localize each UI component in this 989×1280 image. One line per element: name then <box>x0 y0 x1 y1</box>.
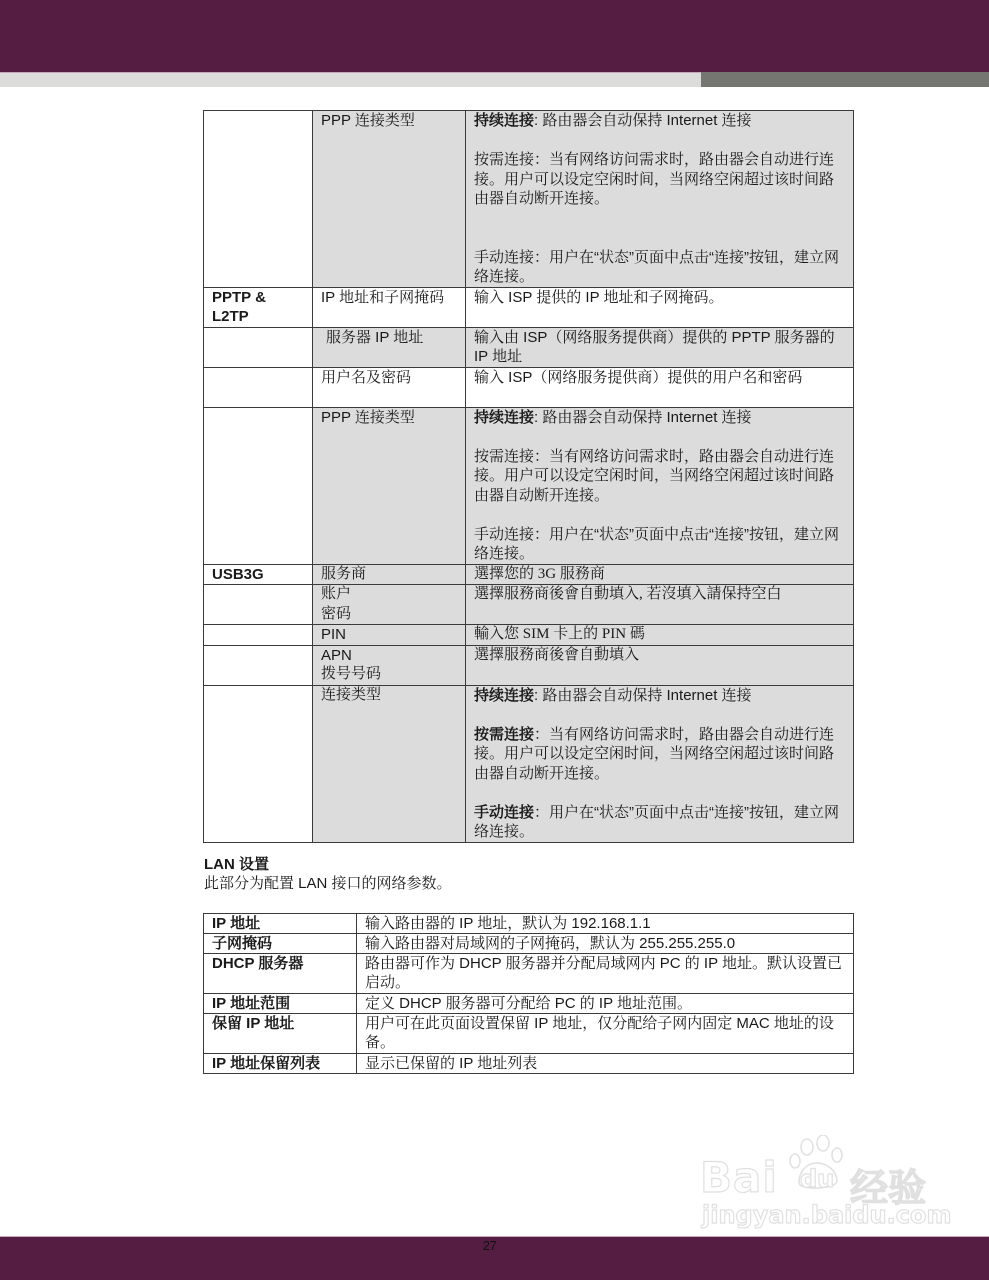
field-cell: PPP 连接类型 <box>313 111 466 288</box>
table-row <box>204 367 854 407</box>
watermark-logo-cn: 经验 <box>850 1166 927 1210</box>
field-line: 拨号号码 <box>321 666 382 682</box>
description-text: 手动连接：用户在“状态”页面中点击“连接”按钮，建立网络连接。 <box>474 525 839 562</box>
table-row <box>204 1054 854 1074</box>
wan-settings-table <box>203 110 854 843</box>
watermark-logo-du: du <box>800 1165 835 1193</box>
field-cell: IP 地址和子网掩码 <box>313 287 466 327</box>
bold-term: 持续连接 <box>474 408 535 426</box>
description-text: 按需连接：当有网络访问需求时，路由器会自动进行连接。用户可以设定空闲时间，当网络空闲超过该时间路由器自动断开连接。 <box>474 151 835 207</box>
table-row <box>204 585 854 625</box>
field-line: 账户 <box>321 586 352 602</box>
table-row <box>204 327 854 367</box>
lan-section-description: 此部分为配置 LAN 接口的网络参数。 <box>204 875 452 892</box>
lan-section-title: LAN 设置 <box>204 856 269 873</box>
description-cell <box>466 111 854 288</box>
table-row <box>204 111 854 288</box>
table-row <box>204 645 854 685</box>
section-cell <box>204 367 313 407</box>
watermark-url: jingyan.baidu.com <box>702 1201 952 1229</box>
table-row <box>204 407 854 564</box>
header-accent-bar-dark <box>701 72 989 87</box>
field-line: APN <box>321 646 352 664</box>
section-cell <box>204 645 313 685</box>
description-cell: 選擇服務商後會自動填入, 若沒填入請保持空白 <box>466 585 854 625</box>
watermark-logo-text: Bai <box>700 1153 778 1202</box>
table-row <box>204 934 854 954</box>
section-cell <box>204 327 313 367</box>
bold-term: 手动连接 <box>474 803 535 821</box>
description-cell: 输入 ISP 提供的 IP 地址和子网掩码。 <box>466 287 854 327</box>
field-cell: 服务器 IP 地址 <box>313 327 466 367</box>
description-text: : 路由器会自动保持 Internet 连接 <box>534 408 752 426</box>
setting-value: 定义 DHCP 服务器可分配给 PC 的 IP 地址范围。 <box>357 994 854 1014</box>
section-cell <box>204 111 313 288</box>
table-row <box>204 287 854 327</box>
setting-value: 输入路由器对局域网的子网掩码，默认为 255.255.255.0 <box>357 934 854 954</box>
page-number: 27 <box>482 1238 497 1253</box>
setting-key: 保留 IP 地址 <box>204 1014 357 1054</box>
description-cell: 输入由 ISP（网络服务提供商）提供的 PPTP 服务器的 IP 地址 <box>466 327 854 367</box>
table-row <box>204 914 854 934</box>
table-row <box>204 685 854 842</box>
description-cell: 输入 ISP（网络服务提供商）提供的用户名和密码 <box>466 367 854 407</box>
table-row <box>204 1014 854 1054</box>
section-cell <box>204 287 313 327</box>
header-accent-bar-light <box>0 72 701 87</box>
description-cell: 輸入您 SIM 卡上的 PIN 碼 <box>466 625 854 646</box>
setting-value: 输入路由器的 IP 地址，默认为 192.168.1.1 <box>357 914 854 934</box>
description-cell <box>466 685 854 842</box>
description-text: 手动连接：用户在“状态”页面中点击“连接”按钮，建立网络连接。 <box>474 248 839 285</box>
header-band <box>0 0 989 72</box>
field-cell: 连接类型 <box>313 685 466 842</box>
section-cell <box>204 685 313 842</box>
field-cell: 用户名及密码 <box>313 367 466 407</box>
section-label: PPTP & L2TP <box>212 288 266 325</box>
setting-value: 用户可在此页面设置保留 IP 地址，仅分配给子网内固定 MAC 地址的设备。 <box>357 1014 854 1054</box>
bold-term: 按需连接 <box>474 725 535 743</box>
description-text: ：当有网络访问需求时，路由器会自动进行连接。用户可以设定空闲时间，当网络空闲超过该时间路由器自动断开连接。 <box>474 725 835 782</box>
setting-key: IP 地址保留列表 <box>204 1054 357 1074</box>
table-row <box>204 625 854 646</box>
description-text: 按需连接：当有网络访问需求时，路由器会自动进行连接。用户可以设定空闲时间，当网络空闲超过该时间路由器自动断开连接。 <box>474 447 835 504</box>
section-cell: USB3G <box>204 564 313 585</box>
section-cell <box>204 407 313 564</box>
description-text: : 路由器会自动保持 Internet 连接 <box>534 112 752 129</box>
section-cell <box>204 585 313 625</box>
lan-settings-table <box>203 913 854 1074</box>
setting-key: IP 地址 <box>204 914 357 934</box>
setting-value: 路由器可作为 DHCP 服务器并分配局域网内 PC 的 IP 地址。默认设置已启动。 <box>357 954 854 994</box>
bold-term: 持续连接 <box>474 686 535 704</box>
baidu-jingyan-watermark <box>700 1135 980 1230</box>
description-cell: 選擇服務商後會自動填入 <box>466 645 854 685</box>
table-row <box>204 564 854 585</box>
field-line: 密码 <box>321 605 352 622</box>
field-cell <box>313 645 466 685</box>
setting-key: DHCP 服务器 <box>204 954 357 994</box>
field-cell: PPP 连接类型 <box>313 407 466 564</box>
field-cell <box>313 585 466 625</box>
table-row <box>204 954 854 994</box>
setting-key: IP 地址范围 <box>204 994 357 1014</box>
section-cell <box>204 625 313 646</box>
field-cell: PIN <box>313 625 466 646</box>
description-text: : 路由器会自动保持 Internet 连接 <box>534 686 752 704</box>
field-cell: 服务商 <box>313 564 466 585</box>
setting-key: 子网掩码 <box>204 934 357 954</box>
description-cell: 選擇您的 3G 服務商 <box>466 564 854 585</box>
description-cell <box>466 407 854 564</box>
bold-term: 持续连接 <box>474 112 535 129</box>
table-row <box>204 994 854 1014</box>
setting-value: 显示已保留的 IP 地址列表 <box>357 1054 854 1074</box>
description-text: ：用户在“状态”页面中点击“连接”按钮，建立网络连接。 <box>474 803 839 840</box>
